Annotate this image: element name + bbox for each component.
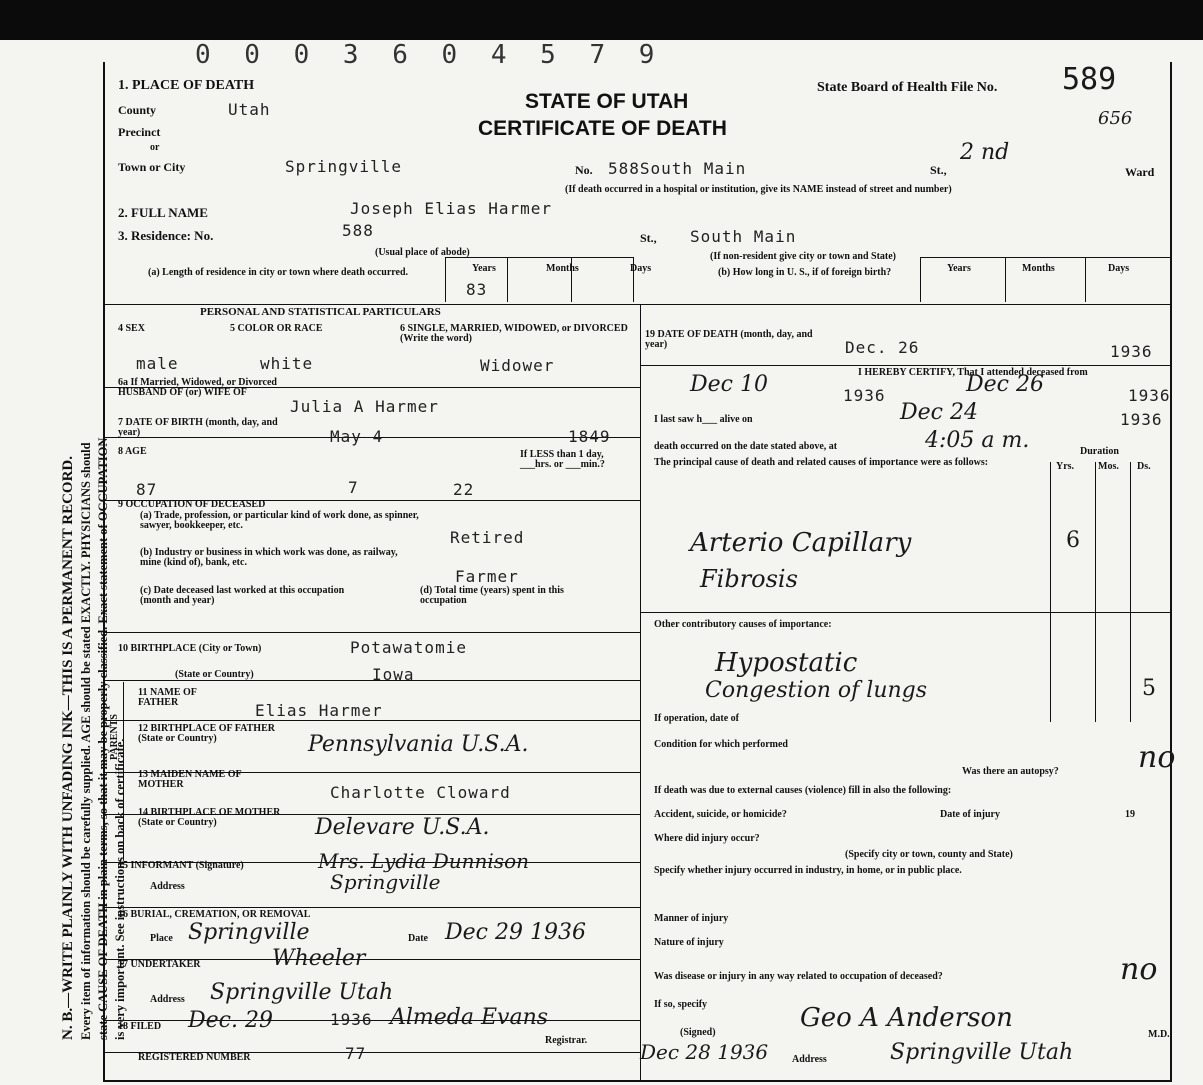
father-birthplace-label: 12 BIRTHPLACE OF FATHER (State or Country) [138, 723, 275, 744]
burial-date-label: Date [408, 933, 428, 944]
physician-address-label: Address [792, 1054, 827, 1065]
ward-value: 2 nd [960, 140, 1010, 165]
if-less-label: If LESS than 1 day, ___hrs. or ___min.? [520, 449, 605, 470]
birthplace-state-label: (State or Country) [175, 669, 254, 680]
residence-street: South Main [690, 227, 797, 246]
street-no-value: 588South Main [608, 159, 747, 178]
occ-d-label: (d) Total time (years) spent in this occupation [420, 585, 564, 606]
autopsy-value: no [1138, 740, 1176, 775]
undertaker-address-label: Address [150, 994, 185, 1005]
injury-date-label: Date of injury [940, 809, 1000, 820]
nature-label: Nature of injury [654, 937, 724, 948]
time-value: 4:05 a m. [925, 428, 1030, 453]
contributory-line2: Congestion of lungs [705, 678, 928, 703]
occ-a-value: Retired [450, 528, 525, 547]
mother-birthplace: Delevare U.S.A. [315, 815, 490, 840]
undertaker-address: Springville Utah [210, 980, 394, 1005]
occurred-label: death occurred on the date stated above, at [654, 441, 838, 452]
dob-value: May 4 [330, 427, 384, 446]
principal-cause-label: The principal cause of death and related causes of importance were as follows: [654, 457, 989, 468]
last-saw-label: I last saw h___ alive on [654, 414, 753, 425]
length-a-label: (a) Length of residence in city or town where death occurred. [148, 267, 409, 278]
street-label: St., [930, 163, 947, 177]
years-header: Years [472, 263, 496, 274]
file-no: 589 [1062, 62, 1117, 97]
occ-c-label: (c) Date deceased last worked at this occupation (month and year) [140, 585, 345, 606]
side-note-line4: is very important. See instructions on back of certificate. [113, 738, 127, 1040]
spouse-label: 6a If Married, Widowed, or Divorced HUSBAND OF (or) WIFE OF [118, 377, 277, 398]
dob-year: 1849 [568, 427, 611, 446]
cause-duration: 6 [1066, 528, 1080, 553]
length-b-label: (b) How long in U. S., if of foreign birth? [718, 267, 892, 278]
cause-line1: Arterio Capillary [690, 528, 912, 558]
side-note-line3: state CAUSE OF DEATH in plain terms, so that it may be properly classified. Exact statement of OCCUPATION [96, 437, 110, 1040]
sex-value: male [136, 354, 179, 373]
residence-label: 3. Residence: No. [118, 228, 214, 243]
informant-label: 15 INFORMANT (Signature) [118, 860, 244, 871]
father-value: Elias Harmer [255, 701, 383, 720]
personal-section-title: PERSONAL AND STATISTICAL PARTICULARS [200, 306, 441, 318]
condition-label: Condition for which performed [654, 739, 788, 750]
spouse-value: Julia A Harmer [290, 397, 439, 416]
manner-label: Manner of injury [654, 913, 729, 924]
hospital-note: (If death occurred in a hospital or institution, give its NAME instead of street and number) [565, 184, 952, 195]
town-value: Springville [285, 157, 402, 176]
usual-abode-note: (Usual place of abode) [375, 247, 470, 258]
residence-no: 588 [342, 221, 374, 240]
undertaker-label: 17 UNDERTAKER [118, 959, 201, 970]
occ-b-label: (b) Industry or business in which work was done, as railway, mine (kind of), bank, etc. [140, 547, 398, 568]
burial-label: 16 BURIAL, CREMATION, OR REMOVAL [118, 909, 311, 920]
father-label: 11 NAME OF FATHER [138, 687, 197, 708]
file-no-label: State Board of Health File No. [817, 80, 998, 95]
occ-a-label: (a) Trade, profession, or particular kind of work done, as spinner, sawyer, bookkeeper, etc. [140, 510, 419, 531]
filed-date: Dec. 29 [188, 1008, 273, 1033]
ward-label: Ward [1125, 165, 1155, 179]
full-name-value: Joseph Elias Harmer [350, 199, 553, 218]
file-note: 656 [1098, 108, 1133, 129]
last-saw-value: Dec 24 [900, 400, 978, 425]
certificate-title: CERTIFICATE OF DEATH [478, 117, 727, 140]
side-note-line2: Every item of information should be carefully supplied. AGE should be stated EXACTLY. PHYSICIANS should [79, 442, 93, 1040]
mother-label: 13 MAIDEN NAME OF MOTHER [138, 769, 242, 790]
dod-label: 19 DATE OF DEATH (month, day, and year) [645, 329, 813, 350]
mos-header: Mos. [1098, 461, 1119, 472]
contributory-duration: 5 [1142, 676, 1156, 701]
father-birthplace: Pennsylvania U.S.A. [308, 732, 529, 757]
attended-to-year: 1936 [1128, 386, 1171, 405]
informant-address: Springville [330, 870, 441, 894]
mother-value: Charlotte Cloward [330, 783, 511, 802]
duration-label: Duration [1080, 446, 1119, 457]
burial-place: Springville [188, 920, 310, 945]
certify-label: I HEREBY CERTIFY, That I attended deceased from [858, 367, 1088, 378]
last-saw-year: 1936 [1120, 410, 1163, 429]
specify-place-note: (Specify city or town, county and State) [845, 849, 1013, 860]
signed-label: (Signed) [680, 1027, 716, 1038]
yrs-header: Yrs. [1056, 461, 1075, 472]
signed-date: Dec 28 1936 [640, 1040, 769, 1064]
us-months-header: Months [1022, 263, 1055, 274]
external-causes-label: If death was due to external causes (violence) fill in also the following: [654, 785, 952, 796]
us-days-header: Days [1108, 263, 1130, 274]
dod-year: 1936 [1110, 342, 1153, 361]
accident-label: Accident, suicide, or homicide? [654, 809, 787, 820]
months-header: Months [546, 263, 579, 274]
age-days: 22 [453, 480, 475, 499]
serial-number: 0 0 0 3 6 0 4 5 7 9 [195, 40, 664, 70]
occupation-label: 9 OCCUPATION OF DECEASED [118, 499, 266, 510]
physician-address: Springville Utah [890, 1040, 1074, 1065]
attended-from-year: 1936 [843, 386, 886, 405]
registered-number-label: REGISTERED NUMBER [138, 1052, 251, 1063]
injury-year: 19 [1125, 809, 1135, 820]
parents-side-label: PARENTS [109, 714, 120, 760]
burial-place-label: Place [150, 933, 173, 944]
full-name-label: 2. FULL NAME [118, 205, 208, 220]
residence-years: 83 [466, 280, 488, 299]
ds-header: Ds. [1137, 461, 1151, 472]
sex-label: 4 SEX [118, 323, 145, 334]
us-years-header: Years [947, 263, 971, 274]
scan-top-border [0, 0, 1203, 40]
marital-value: Widower [480, 356, 555, 375]
or-label: or [150, 142, 160, 153]
filed-label: 18 FILED [118, 1021, 162, 1032]
days-header: Days [630, 263, 652, 274]
contributory-line1: Hypostatic [715, 648, 858, 678]
registrar-value: Almeda Evans [390, 1005, 549, 1030]
registered-number: 77 [345, 1044, 367, 1063]
physician-signature: Geo A Anderson [800, 1003, 1013, 1033]
marital-label: 6 SINGLE, MARRIED, WIDOWED, or DIVORCED (Write the word) [400, 323, 628, 344]
birthplace-city: Potawatomie [350, 638, 467, 657]
state-title: STATE OF UTAH [525, 90, 689, 113]
specify-where-label: Specify whether injury occurred in industry, in home, or in public place. [654, 865, 962, 876]
autopsy-label: Was there an autopsy? [962, 766, 1059, 777]
mother-birthplace-label: 14 BIRTHPLACE OF MOTHER (State or Country) [138, 807, 281, 828]
filed-year: 1936 [330, 1010, 373, 1029]
nonresident-note: (If non-resident give city or town and State) [710, 251, 897, 262]
dob-label: 7 DATE OF BIRTH (month, day, and year) [118, 417, 278, 438]
operation-label: If operation, date of [654, 713, 739, 724]
dod-value: Dec. 26 [845, 338, 920, 357]
occ-b-value: Farmer [455, 567, 519, 586]
attended-to: Dec 26 [966, 372, 1044, 397]
age-months: 7 [348, 478, 359, 497]
cause-line2: Fibrosis [700, 565, 798, 593]
undertaker-value: Wheeler [272, 946, 366, 971]
if-so-label: If so, specify [654, 999, 708, 1010]
county-value: Utah [228, 100, 271, 119]
occupation-related-value: no [1120, 952, 1158, 987]
side-note-line1: N. B.—WRITE PLAINLY WITH UNFADING INK—THIS IS A PERMANENT RECORD. [60, 456, 76, 1040]
informant-address-label: Address [150, 881, 185, 892]
street-no-label: No. [575, 163, 593, 177]
county-label: County [118, 103, 157, 117]
md-label: M.D. [1148, 1029, 1170, 1040]
town-label: Town or City [118, 160, 186, 174]
attended-from: Dec 10 [690, 372, 768, 397]
place-of-death-label: 1. PLACE OF DEATH [118, 78, 255, 93]
contributory-label: Other contributory causes of importance: [654, 619, 832, 630]
birthplace-label: 10 BIRTHPLACE (City or Town) [118, 643, 262, 654]
burial-date: Dec 29 1936 [445, 920, 586, 945]
registrar-label: Registrar. [545, 1035, 588, 1046]
precinct-label: Precinct [118, 125, 161, 139]
color-value: white [260, 354, 314, 373]
birthplace-state: Iowa [372, 665, 415, 684]
age-years: 87 [136, 480, 158, 499]
residence-st-label: St., [640, 231, 657, 245]
injury-where-label: Where did injury occur? [654, 833, 760, 844]
age-label: 8 AGE [118, 446, 147, 457]
occupation-related-label: Was disease or injury in any way related to occupation of deceased? [654, 971, 943, 982]
informant-value: Mrs. Lydia Dunnison [318, 849, 529, 873]
color-label: 5 COLOR OR RACE [230, 323, 323, 334]
